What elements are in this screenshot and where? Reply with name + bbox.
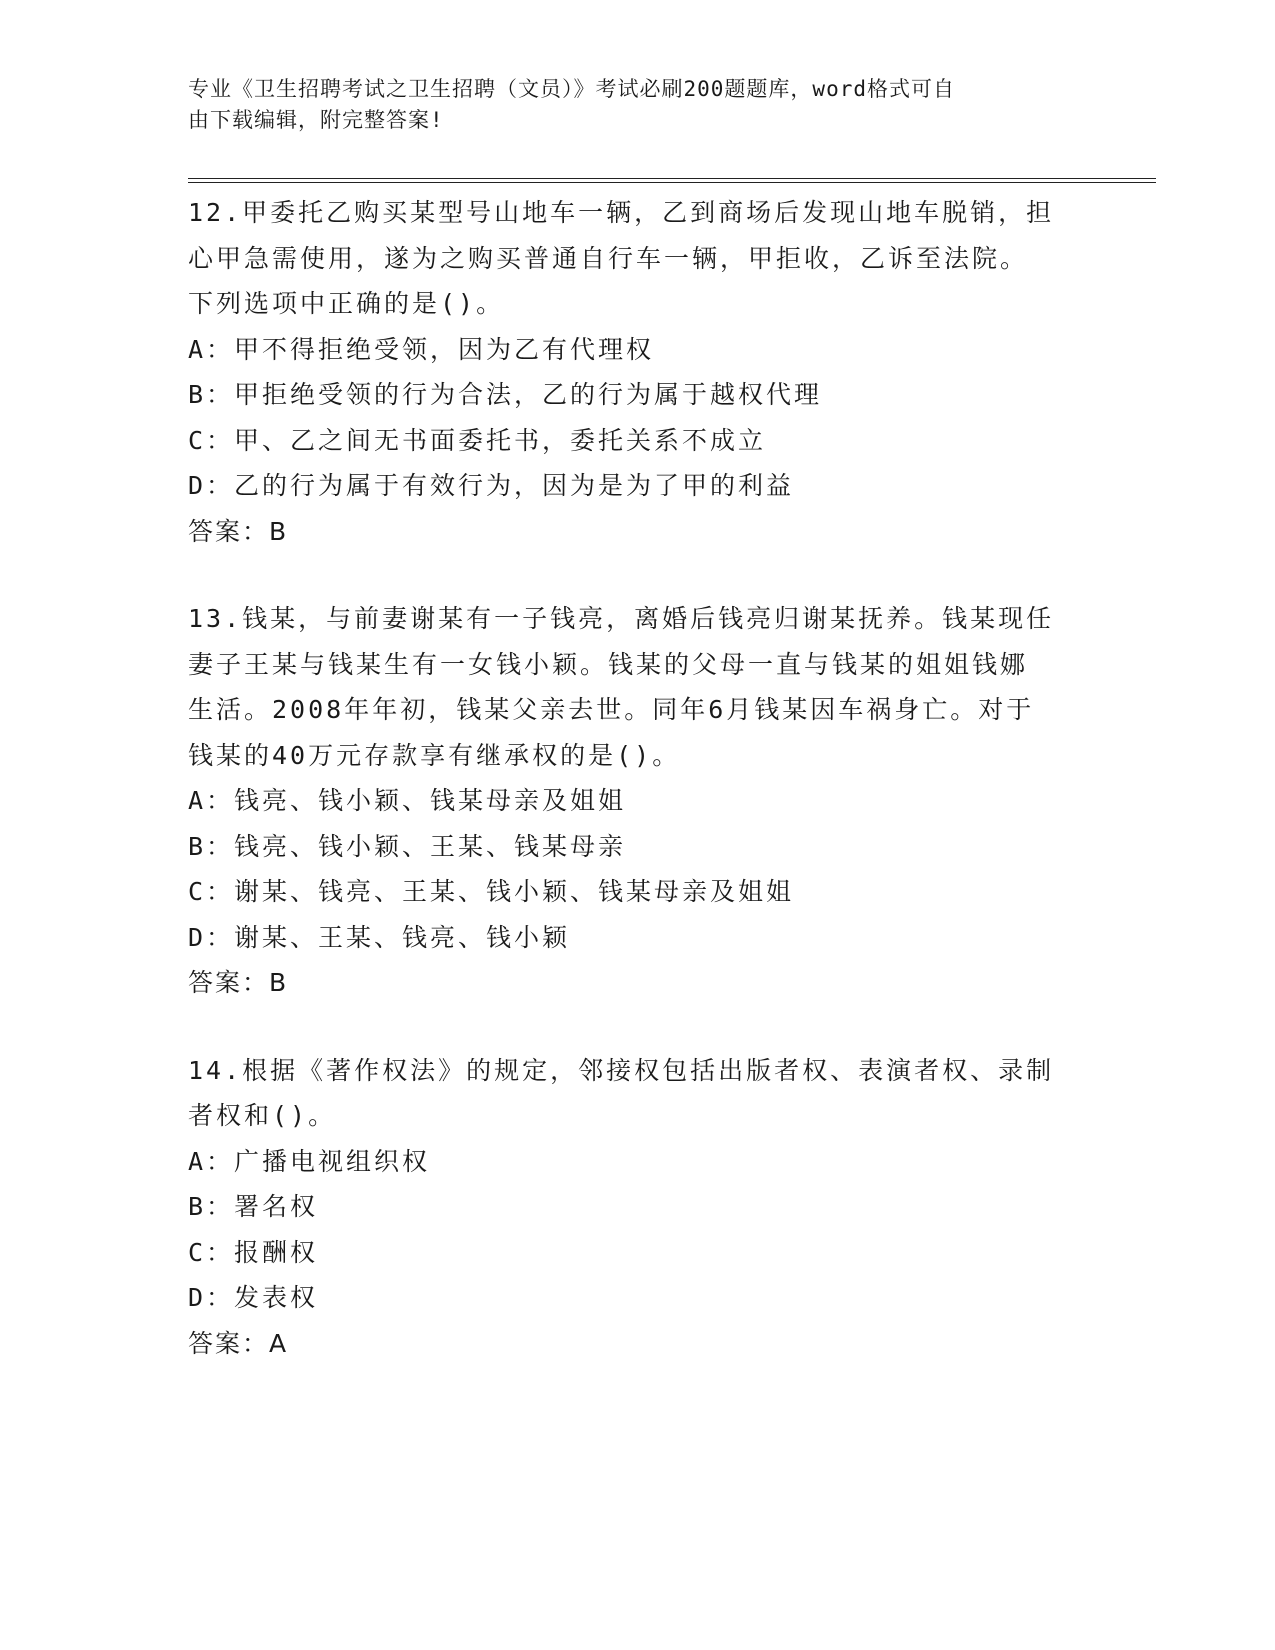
option-b: B：署名权	[188, 1192, 319, 1221]
question-stem-line: 下列选项中正确的是()。	[188, 289, 505, 318]
question-14	[188, 1048, 1088, 1367]
header-line: 由下载编辑，附完整答案!	[188, 108, 444, 132]
question-list	[188, 190, 1088, 1408]
question-stem-line: 生活。2008年年初，钱某父亲去世。同年6月钱某因车祸身亡。对于	[188, 695, 1035, 724]
question-stem-line: 者权和()。	[188, 1101, 337, 1130]
question-13	[188, 596, 1088, 1006]
question-stem-line: 14.根据《著作权法》的规定，邻接权包括出版者权、表演者权、录制	[188, 1055, 1055, 1085]
option-c: C：甲、乙之间无书面委托书，委托关系不成立	[188, 425, 767, 455]
option-d: D：乙的行为属于有效行为，因为是为了甲的利益	[188, 471, 795, 500]
option-b: B：甲拒绝受领的行为合法，乙的行为属于越权代理	[188, 380, 823, 409]
question-stem-line: 12.甲委托乙购买某型号山地车一辆，乙到商场后发现山地车脱销，担	[188, 198, 1055, 227]
option-d: D：谢某、王某、钱亮、钱小颖	[188, 922, 571, 952]
option-a: A：广播电视组织权	[188, 1146, 431, 1176]
answer: 答案：B	[188, 968, 289, 997]
option-c: C：报酬权	[188, 1237, 319, 1267]
answer: 答案：A	[188, 1328, 289, 1358]
option-a: A：甲不得拒绝受领，因为乙有代理权	[188, 334, 655, 364]
option-d: D：发表权	[188, 1283, 319, 1312]
header-line: 专业《卫生招聘考试之卫生招聘（文员）》考试必刷200题题库，word格式可自	[188, 77, 955, 101]
header-divider	[188, 178, 1156, 183]
option-b: B：钱亮、钱小颖、王某、钱某母亲	[188, 831, 627, 861]
option-a: A：钱亮、钱小颖、钱某母亲及姐姐	[188, 786, 627, 815]
answer: 答案：B	[188, 516, 289, 546]
question-stem-line: 钱某的40万元存款享有继承权的是()。	[188, 740, 681, 770]
option-c: C：谢某、钱亮、王某、钱小颖、钱某母亲及姐姐	[188, 877, 795, 906]
question-stem-line: 13.钱某，与前妻谢某有一子钱亮，离婚后钱亮归谢某抚养。钱某现任	[188, 604, 1055, 633]
question-stem-line: 妻子王某与钱某生有一女钱小颖。钱某的父母一直与钱某的姐姐钱娜	[188, 649, 1029, 679]
page-header	[188, 74, 1068, 136]
question-stem-line: 心甲急需使用，遂为之购买普通自行车一辆，甲拒收，乙诉至法院。	[188, 243, 1029, 273]
question-12	[188, 190, 1088, 554]
